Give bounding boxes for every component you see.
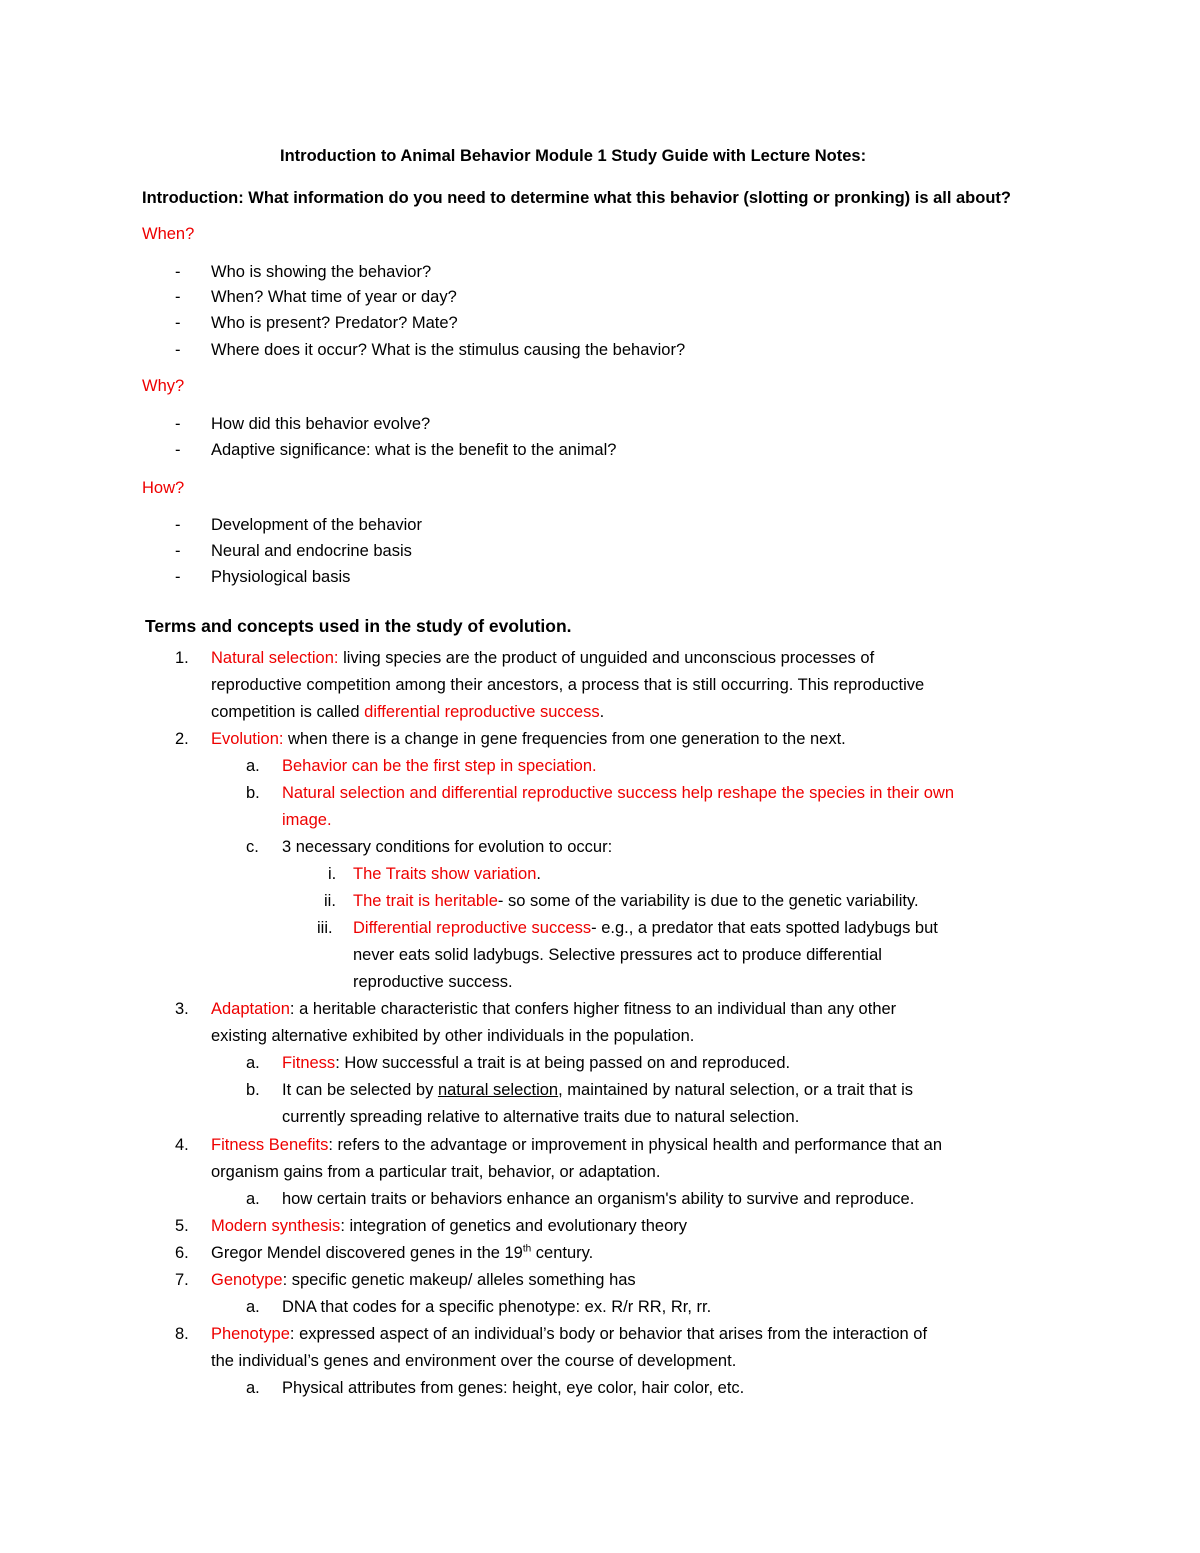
bullet: - (175, 314, 181, 332)
list-item: Physiological basis (211, 568, 351, 586)
intro-question: Introduction: What information do you need to determine what this behavior (slotting or pronking) is all about? (142, 189, 1011, 207)
term-text: when there is a change in gene frequencies from one generation to the next. (283, 730, 846, 748)
term-highlight: The trait is heritable (353, 892, 498, 910)
bullet: - (175, 341, 181, 359)
bullet: - (175, 288, 181, 306)
list-marker: 5. (175, 1217, 189, 1235)
list-marker: 4. (175, 1136, 189, 1154)
list-item: Where does it occur? What is the stimulus causing the behavior? (211, 341, 686, 359)
term-modern-synthesis (211, 1216, 687, 1236)
section-heading-terms: Terms and concepts used in the study of evolution. (145, 616, 572, 636)
term-text (353, 918, 938, 938)
list-item: Development of the behavior (211, 516, 422, 534)
term-highlight: Differential reproductive success (353, 919, 592, 937)
term-text: . (599, 703, 605, 721)
term-mendel (211, 1243, 593, 1263)
list-marker: b. (246, 1081, 260, 1099)
bullet: - (175, 441, 181, 459)
term-text: image. (282, 811, 332, 829)
term-phenotype (211, 1324, 927, 1344)
term-text: reproductive success. (353, 973, 513, 991)
term-text: 3 necessary conditions for evolution to occur: (282, 838, 613, 856)
term-label: Genotype (211, 1271, 283, 1289)
bullet: - (175, 415, 181, 433)
term-label: Fitness (282, 1054, 336, 1072)
list-marker: iii. (317, 919, 333, 937)
term-text: currently spreading relative to alternative traits due to natural selection. (282, 1108, 800, 1126)
list-item: How did this behavior evolve? (211, 415, 431, 433)
list-marker: a. (246, 1054, 260, 1072)
term-text (282, 1053, 790, 1073)
term-label: Modern synthesis (211, 1217, 341, 1235)
list-marker: a. (246, 1298, 260, 1316)
term-text: - e.g., a predator that eats spotted ladybugs but (591, 919, 938, 937)
term-text (211, 702, 604, 722)
term-text: reproductive competition among their ancestors, a process that is still occurring. This reproductive (211, 676, 925, 694)
bullet: - (175, 263, 181, 281)
list-marker: a. (246, 1379, 260, 1397)
section-heading-when: When? (142, 225, 195, 243)
list-marker: i. (328, 865, 337, 883)
term-text: : integration of genetics and evolutionary theory (340, 1217, 688, 1235)
term-underline: natural selection (437, 1081, 559, 1099)
term-text: Behavior can be the first step in speciation. (282, 757, 597, 775)
list-marker: ii. (324, 892, 336, 910)
term-text (353, 864, 541, 884)
bullet: - (175, 516, 181, 534)
term-text (282, 1080, 913, 1100)
term-evolution (211, 729, 846, 749)
term-text: never eats solid ladybugs. Selective pressures act to produce differential (353, 946, 882, 964)
term-text: - so some of the variability is due to the genetic variability. (497, 892, 919, 910)
term-text: : refers to the advantage or improvement in physical health and performance that an (328, 1136, 942, 1154)
term-text: : specific genetic makeup/ alleles something has (282, 1271, 636, 1289)
term-text: . (536, 865, 542, 883)
term-highlight: The Traits show variation (353, 865, 537, 883)
term-label: Natural selection: (211, 649, 339, 667)
list-marker: 8. (175, 1325, 189, 1343)
list-marker: 1. (175, 649, 189, 667)
list-item: Neural and endocrine basis (211, 542, 412, 560)
list-marker: 7. (175, 1271, 189, 1289)
term-natural-selection (211, 648, 874, 668)
term-text: It can be selected by (282, 1081, 438, 1099)
term-label: Adaptation (211, 1000, 290, 1018)
term-text: : a heritable characteristic that confers higher fitness to an individual than any other (289, 1000, 897, 1018)
list-item: Adaptive significance: what is the benefit to the animal? (211, 441, 617, 459)
list-marker: 3. (175, 1000, 189, 1018)
term-text: , maintained by natural selection, or a trait that is (558, 1081, 914, 1099)
term-adaptation (211, 999, 896, 1019)
list-marker: 2. (175, 730, 189, 748)
term-text: the individual’s genes and environment over the course of development. (211, 1352, 737, 1370)
list-item: Who is present? Predator? Mate? (211, 314, 458, 332)
list-item: When? What time of year or day? (211, 288, 457, 306)
term-text: living species are the product of unguided and unconscious processes of (338, 649, 875, 667)
list-marker: a. (246, 1190, 260, 1208)
term-text: Gregor Mendel discovered genes in the 19 (211, 1244, 523, 1262)
section-heading-why: Why? (142, 377, 185, 395)
term-label: Evolution: (211, 730, 284, 748)
list-marker: 6. (175, 1244, 189, 1262)
term-highlight: differential reproductive success (364, 703, 600, 721)
term-fitness-benefits (211, 1135, 942, 1155)
list-item: Who is showing the behavior? (211, 263, 432, 281)
term-genotype (211, 1270, 636, 1290)
bullet: - (175, 542, 181, 560)
term-text (353, 891, 919, 911)
superscript: th (522, 1243, 532, 1255)
list-marker: a. (246, 757, 260, 775)
term-text: : How successful a trait is at being passed on and reproduced. (335, 1054, 791, 1072)
term-label: Fitness Benefits (211, 1136, 329, 1154)
term-text: : expressed aspect of an individual’s body or behavior that arises from the interaction of (289, 1325, 928, 1343)
term-text: organism gains from a particular trait, behavior, or adaptation. (211, 1163, 661, 1181)
list-marker: c. (246, 838, 259, 856)
term-label: Phenotype (211, 1325, 290, 1343)
page-title: Introduction to Animal Behavior Module 1 Study Guide with Lecture Notes: (280, 147, 867, 165)
bullet: - (175, 568, 181, 586)
term-text: DNA that codes for a specific phenotype: ex. R/r RR, Rr, rr. (282, 1298, 712, 1316)
section-heading-how: How? (142, 479, 185, 497)
term-text: Natural selection and differential reproductive success help reshape the species in their own (282, 784, 954, 802)
term-text: how certain traits or behaviors enhance an organism's ability to survive and reproduce. (282, 1190, 915, 1208)
list-marker: b. (246, 784, 260, 802)
term-text: existing alternative exhibited by other individuals in the population. (211, 1027, 695, 1045)
term-text: Physical attributes from genes: height, eye color, hair color, etc. (282, 1379, 745, 1397)
term-text: century. (531, 1244, 594, 1262)
term-text: competition is called (211, 703, 365, 721)
